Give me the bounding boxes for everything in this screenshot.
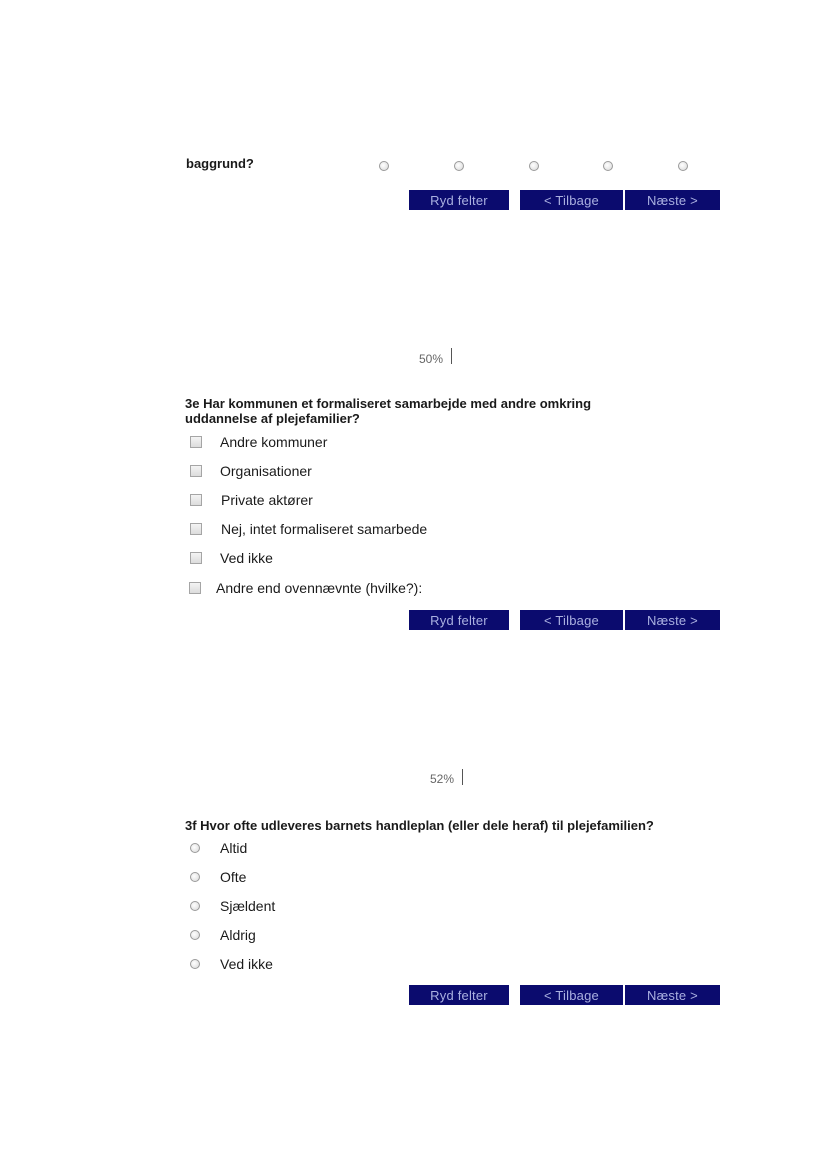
progress-marker [462, 769, 463, 785]
option-label: Ved ikke [220, 550, 273, 566]
option-checkbox-ved-ikke[interactable] [190, 552, 202, 564]
option-label: Nej, intet formaliseret samarbede [221, 521, 428, 537]
option-radio-sjaeldent[interactable] [190, 901, 200, 911]
scale-radio-4[interactable] [603, 161, 613, 171]
next-button[interactable]: Næste > [623, 610, 720, 630]
scale-radio-5[interactable] [678, 161, 688, 171]
option-label: Aldrig [220, 927, 256, 943]
option-radio-altid[interactable] [190, 843, 200, 853]
next-button[interactable]: Næste > [623, 985, 720, 1005]
option-label: Ved ikke [220, 956, 273, 972]
clear-fields-button[interactable]: Ryd felter [407, 610, 509, 630]
option-checkbox-nej-intet[interactable] [190, 523, 202, 535]
progress-percent: 50% [419, 352, 444, 366]
back-button[interactable]: < Tilbage [518, 190, 623, 210]
option-label: Sjældent [220, 898, 276, 914]
option-radio-aldrig[interactable] [190, 930, 200, 940]
back-button[interactable]: < Tilbage [518, 610, 623, 630]
clear-fields-button[interactable]: Ryd felter [407, 985, 509, 1005]
progress-marker [451, 348, 452, 364]
next-button[interactable]: Næste > [623, 190, 720, 210]
option-radio-ofte[interactable] [190, 872, 200, 882]
option-label: Private aktører [221, 492, 313, 508]
option-label: Andre kommuner [220, 434, 328, 450]
scale-radio-2[interactable] [454, 161, 464, 171]
option-checkbox-andre[interactable] [189, 582, 201, 594]
question-3e: 3e Har kommunen et formaliseret samarbejde med andre omkring uddannelse af plejefamilier? [185, 396, 592, 426]
option-label: Altid [220, 840, 248, 856]
progress-percent: 52% [430, 772, 455, 786]
option-checkbox-organisationer[interactable] [190, 465, 202, 477]
back-button[interactable]: < Tilbage [518, 985, 623, 1005]
option-label: Organisationer [220, 463, 312, 479]
option-label: Ofte [220, 869, 247, 885]
scale-radio-1[interactable] [379, 161, 389, 171]
option-checkbox-andre-kommuner[interactable] [190, 436, 202, 448]
row-label: baggrund? [186, 156, 254, 171]
clear-fields-button[interactable]: Ryd felter [407, 190, 509, 210]
option-radio-ved-ikke[interactable] [190, 959, 200, 969]
question-3f: 3f Hvor ofte udleveres barnets handleplan (eller dele heraf) til plejefamilien? [185, 818, 654, 833]
option-label: Andre end ovennævnte (hvilke?): [216, 580, 423, 596]
scale-radio-3[interactable] [529, 161, 539, 171]
option-checkbox-private-aktorer[interactable] [190, 494, 202, 506]
